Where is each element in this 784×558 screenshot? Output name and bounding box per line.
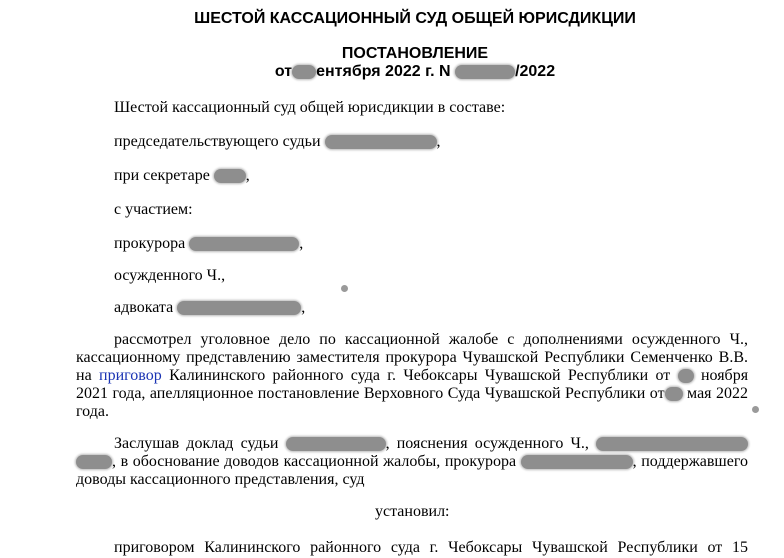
- paragraph-line: приговором Калининского районного суда г. Чебоксары Чувашской Республики от 15: [114, 539, 748, 556]
- secretary-label: при секретаре: [114, 167, 210, 184]
- paragraph-line: года.: [76, 403, 109, 420]
- redaction: [292, 65, 316, 79]
- established-heading: установил:: [375, 503, 450, 520]
- scan-mark: [341, 285, 348, 292]
- document-type: ПОСТАНОВЛЕНИЕ: [341, 45, 489, 62]
- paragraph-line: , в обоснование доводов кассационной жалобы, прокурора , поддержавшего: [76, 453, 748, 472]
- composition-line: Шестой кассационный суд общей юрисдикции в составе:: [114, 99, 506, 116]
- redaction: [189, 237, 299, 251]
- redaction: [214, 169, 246, 183]
- date-suffix: /2022: [515, 63, 556, 80]
- advocate-label: адвоката: [114, 299, 174, 316]
- scan-mark: [752, 406, 759, 413]
- redaction: [665, 387, 683, 401]
- redaction: [177, 301, 301, 315]
- redaction: [678, 369, 694, 383]
- secretary-tail: ,: [245, 167, 250, 184]
- presiding-label: председательствующего судьи: [114, 133, 321, 150]
- presiding-tail: ,: [436, 133, 441, 150]
- paragraph-line: кассационному представлению заместителя прокурора Чувашской Республики Семенченко В.В.: [76, 349, 748, 366]
- date-middle: ентября 2022 г. N: [316, 63, 451, 80]
- redaction: [521, 455, 633, 469]
- redaction: [286, 437, 386, 451]
- prosecutor-label: прокурора: [114, 235, 186, 252]
- date-prefix: от: [274, 63, 293, 80]
- paragraph-line: Заслушав доклад судьи , пояснения осужденного Ч.,: [76, 435, 748, 454]
- presiding-judge-line: [114, 133, 441, 151]
- redaction: [596, 437, 748, 451]
- paragraph-line: доводы кассационного представления, суд: [76, 471, 365, 488]
- participation-line: с участием:: [114, 201, 193, 218]
- convicted-line: осужденного Ч.,: [114, 267, 226, 284]
- paragraph-line: рассмотрел уголовное дело по кассационной жалобе с дополнениями осужденного Ч.,: [114, 331, 748, 348]
- paragraph-line: на приговор Калининского районного суда г. Чебоксары Чувашской Республики от ноября: [76, 367, 749, 384]
- redaction: [325, 135, 437, 149]
- prosecutor-line: [114, 235, 303, 253]
- court-title: ШЕСТОЙ КАССАЦИОННЫЙ СУД ОБЩЕЙ ЮРИСДИКЦИИ: [194, 10, 636, 27]
- secretary-line: [114, 167, 250, 185]
- verdict-link[interactable]: приговор: [99, 367, 162, 384]
- advocate-tail: ,: [301, 299, 306, 316]
- date-line: [0, 63, 784, 81]
- advocate-line: [114, 299, 305, 317]
- paragraph-line: 2021 года, апелляционное постановление Верховного Суда Чувашской Республики от мая 2022: [76, 385, 749, 402]
- redaction: [76, 455, 112, 469]
- prosecutor-tail: ,: [299, 235, 304, 252]
- redaction: [455, 65, 515, 79]
